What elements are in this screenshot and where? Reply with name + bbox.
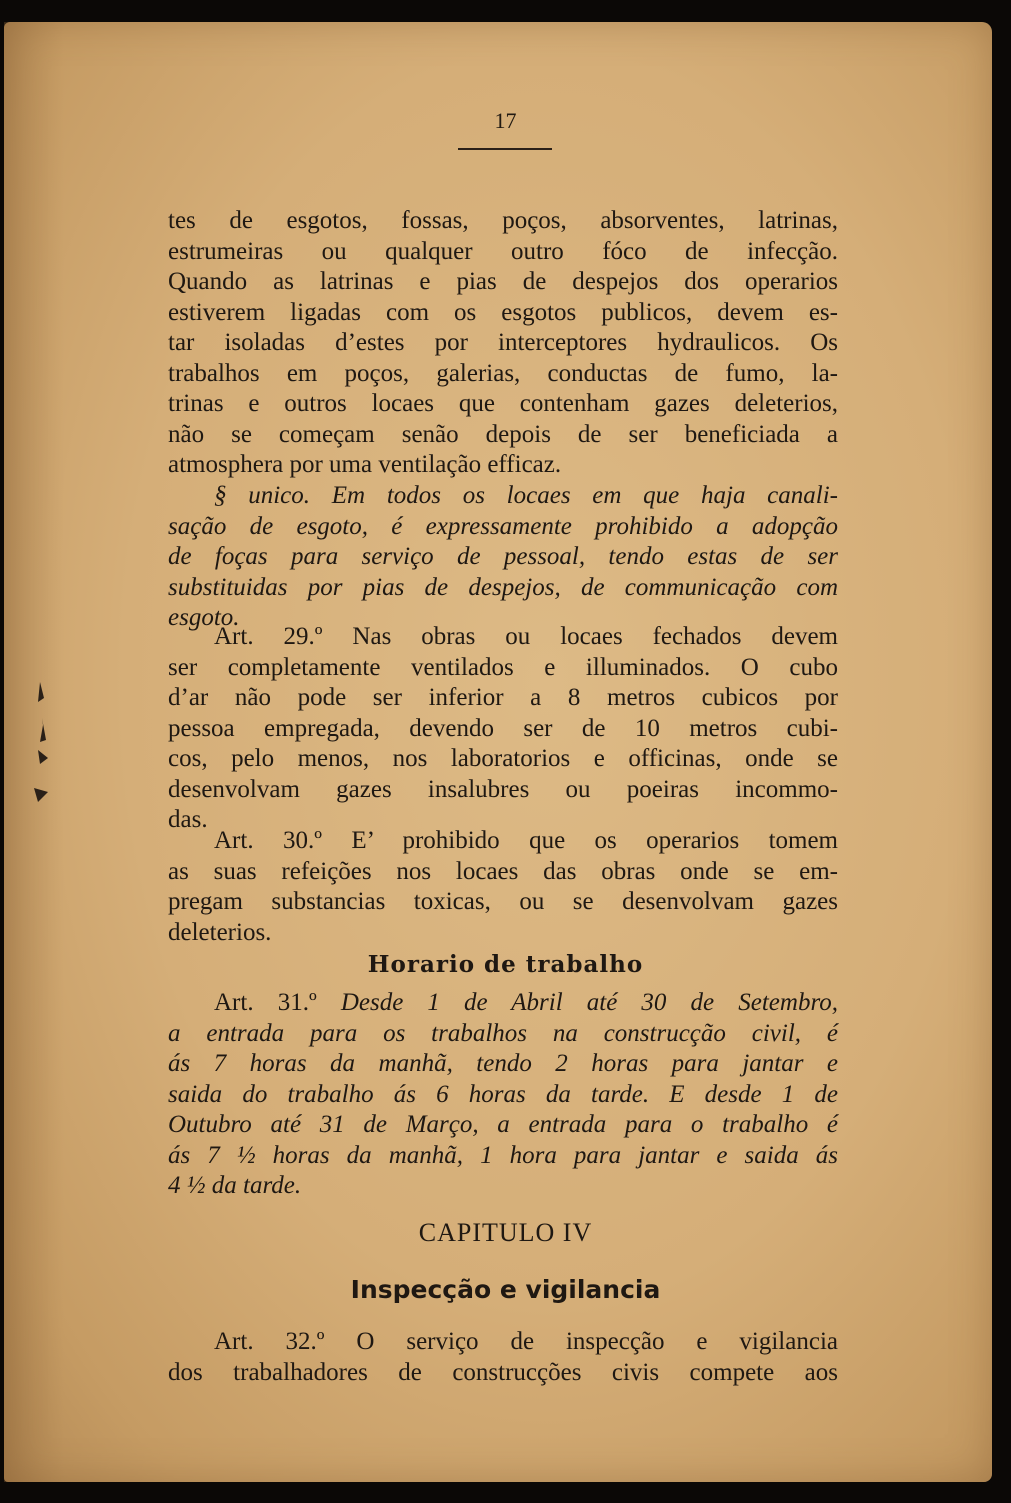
text-line: não se começam senão depois de ser beneficiada a [168, 420, 838, 448]
text-line: 4 ½ da tarde. [168, 1172, 302, 1199]
text-line: as suas refeições nos locaes das obras onde se em- [168, 857, 838, 885]
text-line: a entrada para os trabalhos na construcção civil, é [168, 1019, 838, 1047]
text-line: ser completamente ventilados e illuminados. O cubo [168, 653, 838, 681]
text-line: tar isoladas d’estes por interceptores hydraulicos. Os [168, 329, 838, 356]
article-30 [168, 826, 838, 948]
article-29 [168, 622, 838, 836]
chapter-heading: CAPITULO IV [418, 1218, 593, 1247]
text-line: Outubro até 31 de Março, a entrada para o trabalho é [168, 1111, 838, 1138]
text-line: desenvolvam gazes insalubres ou poeiras incommo- [168, 775, 838, 803]
text-line: das. [168, 806, 208, 833]
page-number: 17 [494, 108, 517, 133]
text-line: dos trabalhadores de construcções civis compete aos [168, 1358, 838, 1386]
page-number-rule [458, 148, 552, 150]
margin-ink-marks [28, 680, 58, 810]
text-line: Art. 32.º O serviço de inspecção e vigilancia [214, 1328, 838, 1355]
text-line: cos, pelo menos, nos laboratorios e officinas, onde se [168, 745, 838, 772]
text-line: estrumeiras ou qualquer outro fóco de infecção. [168, 237, 838, 265]
text-line: § unico. Em todos os locaes em que haja canali- [214, 482, 838, 509]
text-line: Quando as latrinas e pias de despejos dos operarios [168, 268, 838, 295]
text-line [168, 988, 838, 1019]
article-31 [168, 988, 838, 1202]
text-line: pessoa empregada, devendo ser de 10 metros cubi- [168, 714, 838, 742]
text-line: ás 7 horas da manhã, tendo 2 horas para jantar e [168, 1050, 838, 1077]
text-line: estiverem ligadas com os esgotos publicos, devem es- [168, 298, 838, 326]
text-line: saida do trabalho ás 6 horas da tarde. E desde 1 de [168, 1080, 838, 1108]
text-line: sação de esgoto, é expressamente prohibido a adopção [168, 512, 838, 540]
text-line: pregam substancias toxicas, ou se desenvolvam gazes [168, 888, 838, 915]
section-title: Inspecção e vigilancia [350, 1275, 661, 1304]
text-line: esgoto. [168, 604, 240, 631]
text-line: trabalhos em poços, galerias, conductas de fumo, la- [168, 359, 838, 387]
text-line: de foças para serviço de pessoal, tendo estas de ser [168, 543, 838, 570]
article-31-line-1: Desde 1 de Abril até 30 de Setembro, [340, 989, 838, 1016]
text-line: Art. 30.º E’ prohibido que os operarios tomem [214, 827, 838, 854]
text-line: atmosphera por uma ventilação efficaz. [168, 451, 562, 478]
text-line: trinas e outros locaes que contenham gazes deleterios, [168, 390, 838, 417]
paragraph-unico [168, 481, 838, 634]
article-32 [168, 1327, 838, 1388]
text-line: Art. 29.º Nas obras ou locaes fechados devem [214, 623, 838, 650]
opening-paragraph [168, 206, 838, 481]
text-line: tes de esgotos, fossas, poços, absorventes, latrinas, [168, 207, 838, 234]
article-31-lead: Art. 31.º [214, 989, 341, 1016]
text-line: d’ar não pode ser inferior a 8 metros cubicos por [168, 684, 838, 711]
heading-horario-de-trabalho: Horario de trabalho [367, 951, 644, 978]
text-line: ás 7 ½ horas da manhã, 1 hora para jantar e saida ás [168, 1141, 838, 1169]
text-line: deleterios. [168, 918, 272, 946]
text-line: substituidas por pias de despejos, de communicação com [168, 573, 838, 601]
